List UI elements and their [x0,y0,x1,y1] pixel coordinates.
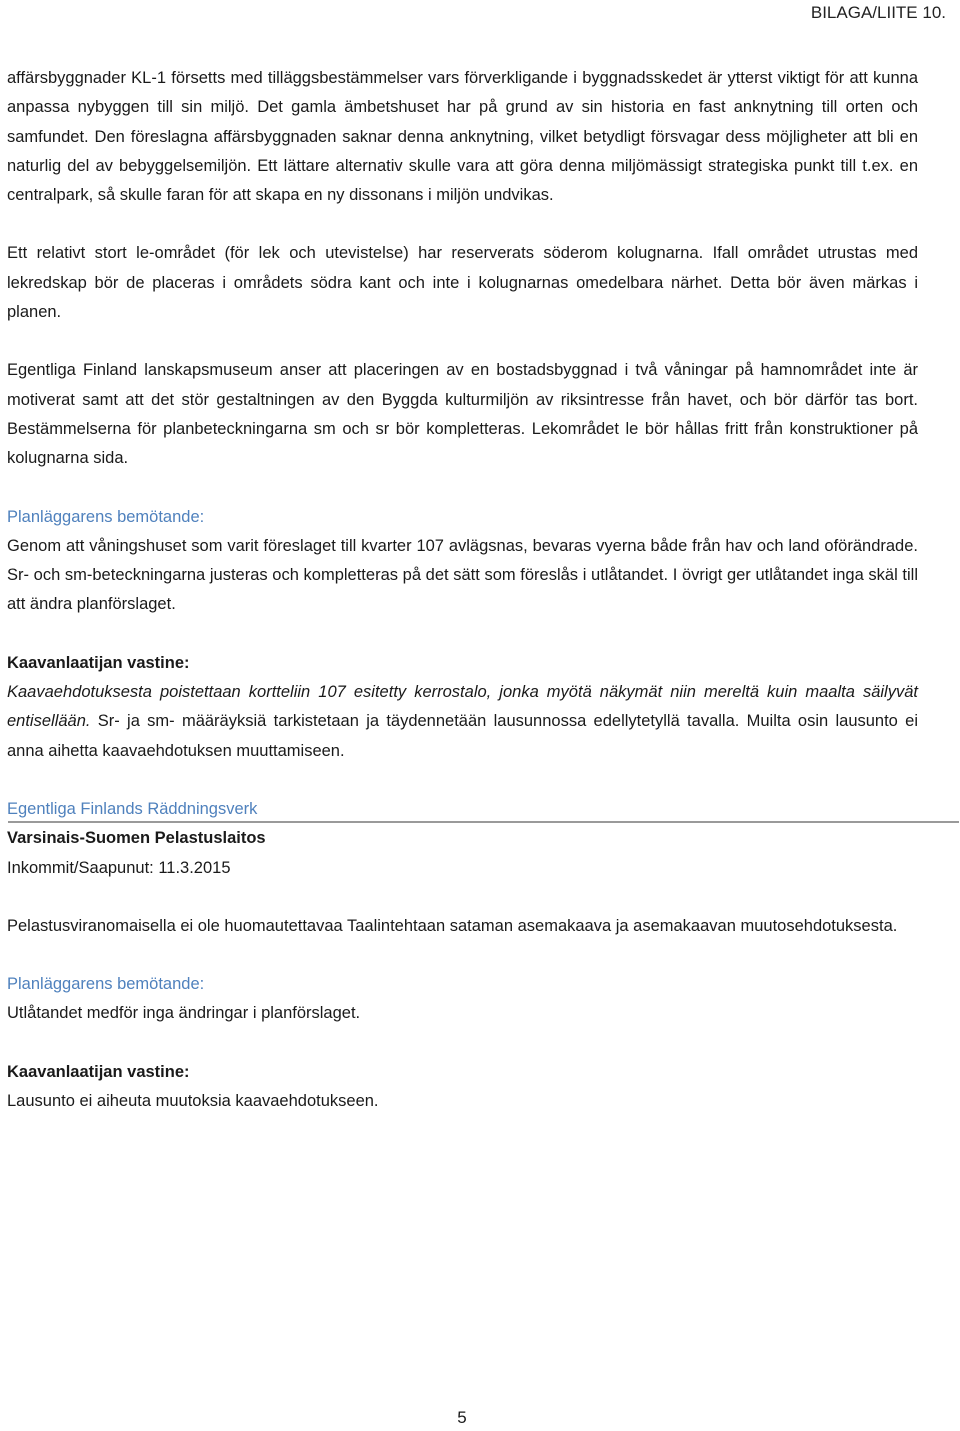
section-text-rest: Sr- ja sm- määräyksiä tarkistetaan ja täydennetään lausunnossa edellytetyllä tavalla. Muilta osin lausunto ei anna aihetta kaavaehdotuksen muuttamiseen. [7,712,918,760]
statement-block-raddningsverk [7,795,918,883]
section-divider [8,821,959,823]
page-body [7,64,918,1116]
organization-name-sv: Egentliga Finlands Räddningsverk [7,799,258,818]
page-number: 5 [457,1408,467,1427]
paragraph-pelastus-statement: Pelastusviranomaisella ei ole huomautettavaa Taalintehtaan sataman asemakaava ja asemakaavan muutosehdotuksesta. [7,916,898,935]
response-section-sv-2 [7,970,918,1029]
section-text: Genom att våningshuset som varit föreslaget till kvarter 107 avlägsnas, bevaras vyerna både från hav och land oförändrade. Sr- och sm-beteckningarna justeras och kompletteras på det sätt som föreslås i utlåtandet. I övrigt ger utlåtandet inga skäl till att ändra planförslaget. [7,536,918,614]
paragraph-affarsbyggnader: affärsbyggnader KL-1 försetts med tilläggsbestämmelser vars förverkligande i byggnadsskedet är ytterst viktigt för att kunna anpassa nybyggen till sin miljö. Det gamla ämbetshuset har på grund av sin historia en fast anknytning till orten och samfundet. Den föreslagna affärsbyggnaden saknar denna anknytning, vilket betydligt försvagar dess möjligheter att bli en naturlig del av bebyggelsemiljön. Ett lättare alternativ skulle vara att göra denna miljömässigt strategiska punkt till t.ex. en centralpark, så skulle faran för att skapa en ny dissonans i miljön undvikas. [7,69,918,205]
response-section-fi-1 [7,649,918,766]
attachment-reference: BILAGA/LIITE 10. [810,3,946,22]
paragraph-le-omradet: Ett relativt stort le-området (för lek och utevistelse) har reserverats söderom kolugnarna. Ifall området utrustas med lekredskap bör de placeras i områdets södra kant och inte i kolugnarnas omedelbara närhet. Detta bör även märkas i planen. [7,244,918,322]
section-text: Lausunto ei aiheuta muutoksia kaavaehdotukseen. [7,1092,379,1111]
response-section-sv-1 [7,503,918,620]
organization-name-fi: Varsinais-Suomen Pelastuslaitos [7,829,266,848]
section-heading: Planläggarens bemötande: [7,507,205,526]
section-heading: Kaavanlaatijan vastine: [7,653,190,672]
section-text: Utlåtandet medför inga ändringar i planförslaget. [7,1004,361,1023]
section-heading: Kaavanlaatijan vastine: [7,1062,190,1081]
section-text-italic: Kaavaehdotuksesta poistettaan kortteliin 107 esitetty kerrostalo, jonka myötä näkymät niin mereltä kuin maalta säilyvät entisellään. [7,683,918,731]
received-date: Inkommit/Saapunut: 11.3.2015 [7,858,231,877]
section-heading: Planläggarens bemötande: [7,975,205,994]
response-section-fi-2 [7,1058,918,1117]
section-text [7,678,918,766]
paragraph-lanskapsmuseum: Egentliga Finland lanskapsmuseum anser att placeringen av en bostadsbyggnad i två våningar på hamnområdet inte är motiverat samt att det stör gestaltningen av den Byggda kulturmiljön av riksintresse från havet, och bör därför tas bort. Bestämmelserna för planbeteckningarna sm och sr bör kompletteras. Lekområdet le bör hållas fritt från konstruktioner på kolugnarna sida. [7,361,918,468]
